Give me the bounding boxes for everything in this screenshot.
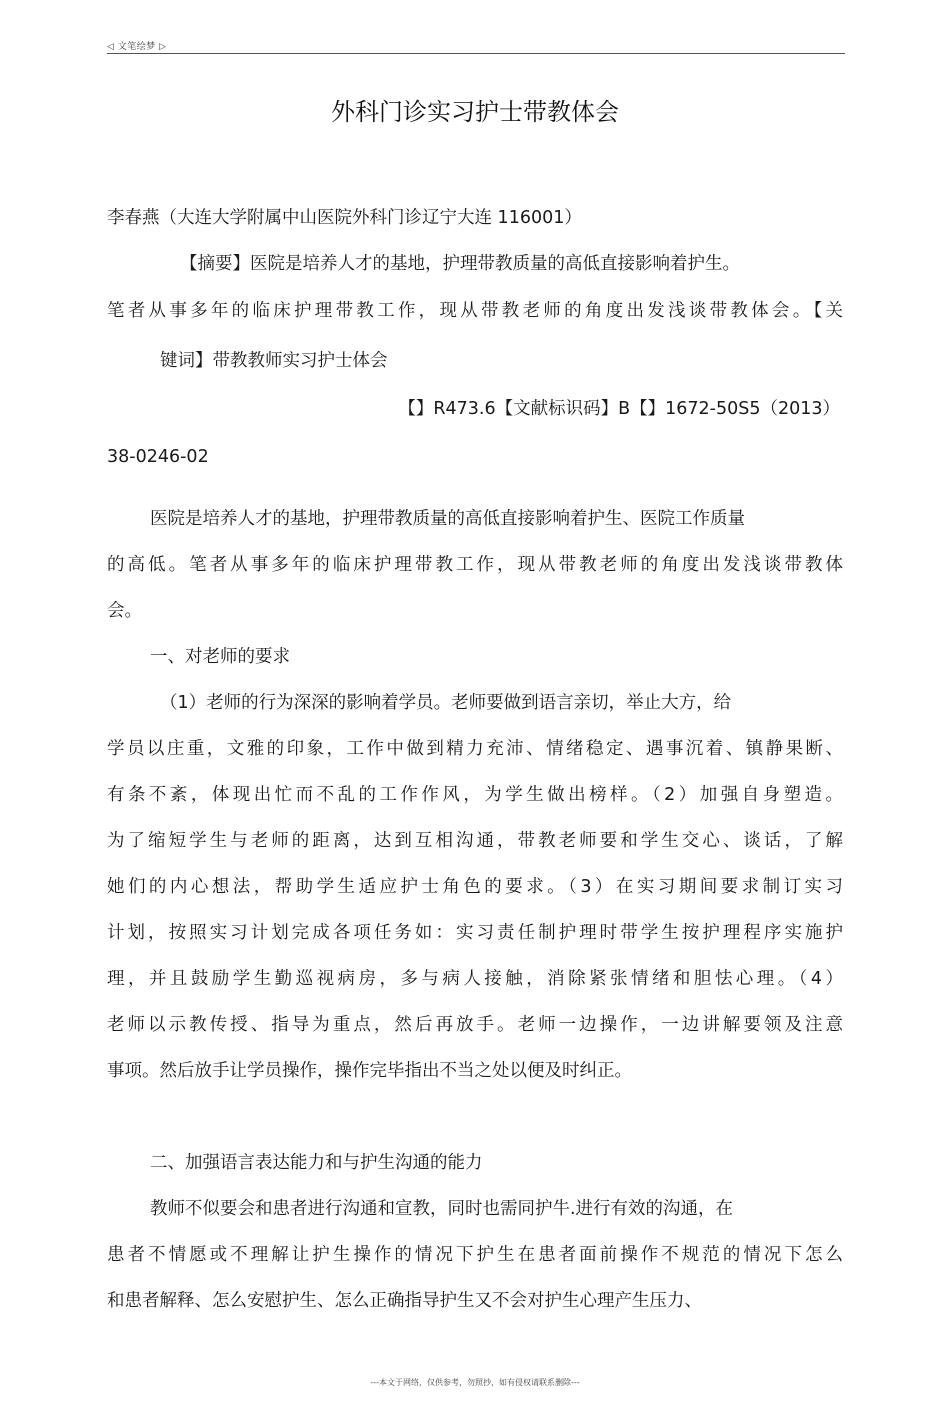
section1-line-2: 学员以庄重，文雅的印象，工作中做到精力充沛、情绪稳定、遇事沉着、镇静果断、 — [107, 739, 843, 759]
section1-line-1: （1）老师的行为深深的影响着学员。老师要做到语言亲切，举止大方，给 — [160, 693, 732, 713]
author-line: 李春燕（大连大学附属中山医院外科门诊辽宁大连 116001） — [107, 208, 582, 228]
intro-line-2: 的高低。笔者从事多年的临床护理带教工作，现从带教老师的角度出发浅谈带教体 — [107, 555, 843, 575]
section1-heading: 一、对老师的要求 — [150, 647, 290, 667]
issue-line: 38-0246-02 — [107, 447, 209, 467]
header-label: ◁ 文笔绘梦 ▷ — [107, 42, 167, 52]
section2-line-1: 教师不似要会和患者进行沟通和宣教，同时也需同护牛.进行有效的沟通，在 — [150, 1199, 734, 1219]
section1-line-6: 计划，按照实习计划完成各项任务如：实习责任制护理时带学生按护理程序实施护 — [107, 923, 843, 943]
section1-line-3: 有条不紊，体现出忙而不乱的工作作风，为学生做出榜样。（2）加强自身塑造。 — [107, 785, 843, 805]
intro-line-1: 医院是培养人才的基地，护理带教质量的高低直接影响着护生、医院工作质量 — [150, 509, 745, 529]
document-title: 外科门诊实习护士带教体会 — [331, 98, 619, 126]
abstract-line-2: 笔者从事多年的临床护理带教工作，现从带教老师的角度出发浅谈带教体会。【关 — [107, 301, 843, 321]
keywords-line: 键词】带教教师实习护士体会 — [160, 351, 388, 371]
section2-heading: 二、加强语言表达能力和与护生沟通的能力 — [150, 1153, 483, 1173]
intro-line-3: 会。 — [107, 601, 142, 621]
page-header — [107, 39, 845, 55]
section1-line-4: 为了缩短学生与老师的距离，达到互相沟通，带教老师要和学生交心、谈话，了解 — [107, 831, 843, 851]
section1-line-7: 理，并且鼓励学生勤巡视病房，多与病人接触，消除紧张情绪和胆怯心理。（4） — [107, 969, 843, 989]
abstract-line-1: 【摘要】医院是培养人才的基地，护理带教质量的高低直接影响着护生。 — [180, 254, 740, 274]
page-footer: ---本文于网络，仅供参考，勿照抄，如有侵权请联系删除--- — [370, 1378, 580, 1387]
header-rule — [107, 53, 845, 54]
section2-line-2: 患者不情愿或不理解让护生操作的情况下护生在患者面前操作不规范的情况下怎么 — [107, 1245, 843, 1265]
classification-line: 【】R473.6【文献标识码】B【】1672-50S5（2013） — [398, 399, 840, 419]
section2-line-3: 和患者解释、怎么安慰护生、怎么正确指导护生又不会对护生心理产生压力、 — [107, 1291, 702, 1311]
section1-line-8: 老师以示教传授、指导为重点，然后再放手。老师一边操作，一边讲解要领及注意 — [107, 1015, 843, 1035]
section1-line-5: 她们的内心想法，帮助学生适应护士角色的要求。（3）在实习期间要求制订实习 — [107, 877, 843, 897]
section1-line-9: 事项。然后放手让学员操作，操作完毕指出不当之处以便及时纠正。 — [107, 1061, 632, 1081]
